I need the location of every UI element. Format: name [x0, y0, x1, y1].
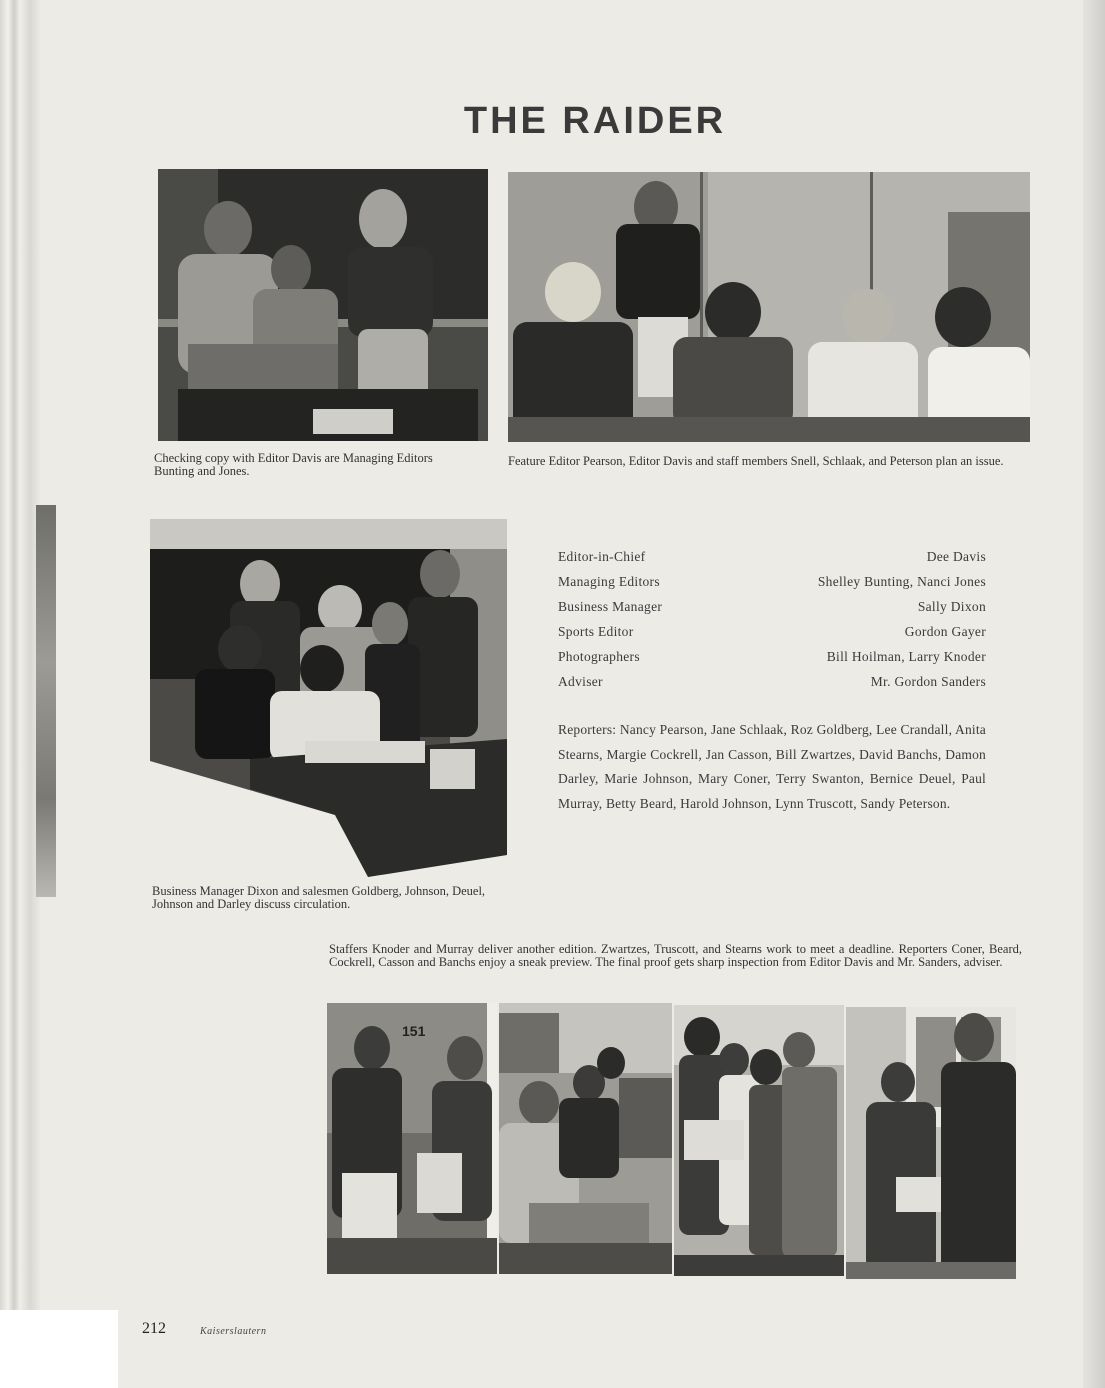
staff-list [558, 549, 986, 699]
staff-name: Shelley Bunting, Nanci Jones [817, 574, 986, 589]
page-number: 212 [142, 1320, 166, 1337]
staff-role: Photographers [558, 649, 640, 664]
staff-role: Sports Editor [558, 624, 634, 639]
staff-name: Gordon Gayer [904, 624, 986, 639]
strip-photo-preview [674, 1005, 844, 1276]
photo-feature-table-caption: Feature Editor Pearson, Editor Davis and staff members Snell, Schlaak, and Peterson plan an issue. [508, 454, 1004, 468]
strip-photo-proof [846, 1007, 1016, 1279]
staff-row [558, 649, 986, 674]
staff-role: Editor-in-Chief [558, 549, 646, 564]
staff-row [558, 599, 986, 624]
staff-role: Business Manager [558, 599, 663, 614]
staff-name: Mr. Gordon Sanders [870, 674, 986, 689]
reporters-list: Reporters: Nancy Pearson, Jane Schlaak, Roz Goldberg, Lee Crandall, Anita Stearns, Margie Cockrell, Jan Casson, Bill Zwartzes, David Banchs, Damon Darley, Marie Johnson, Mary Coner, Terry Swanton, Bernice Deuel, Paul Murray, Betty Beard, Harold Johnson, Lynn Truscott, Sandy Peterson. [558, 722, 986, 811]
staff-name: Sally Dixon [917, 599, 986, 614]
binding-shadow-strip [36, 505, 56, 897]
door-number: 151 [402, 1023, 426, 1039]
staff-row [558, 624, 986, 649]
page-binding-edge [0, 0, 40, 1310]
strip-photo-deadline [499, 1003, 672, 1274]
photo-strip-caption: Staffers Knoder and Murray deliver another edition. Zwartzes, Truscott, and Stearns work to meet a deadline. Reporters Coner, Beard, Cockrell, Casson and Banchs enjoy a sneak preview. The final proof gets sharp inspection from Editor Davis and Mr. Sanders, adviser. [329, 942, 1022, 969]
staff-row [558, 674, 986, 699]
photo-business [150, 519, 507, 879]
publication-name: Kaiserslautern [200, 1326, 267, 1337]
staff-role: Managing Editors [558, 574, 660, 589]
photo-typewriter-caption: Checking copy with Editor Davis are Managing Editors Bunting and Jones. [154, 451, 433, 478]
staff-row [558, 574, 986, 599]
page-right-edge [1083, 0, 1105, 1388]
photo-feature-table [508, 172, 1030, 442]
staff-role: Adviser [558, 674, 603, 689]
staff-name: Bill Hoilman, Larry Knoder [826, 649, 986, 664]
strip-photo-delivery [327, 1003, 497, 1274]
page-title: THE RAIDER [463, 100, 727, 142]
photo-typewriter [158, 169, 488, 441]
photo-business-caption: Business Manager Dixon and salesmen Goldberg, Johnson, Deuel, Johnson and Darley discuss circulation. [152, 884, 486, 911]
staff-name: Dee Davis [926, 549, 986, 564]
page-corner [0, 1310, 118, 1388]
staff-row [558, 549, 986, 574]
